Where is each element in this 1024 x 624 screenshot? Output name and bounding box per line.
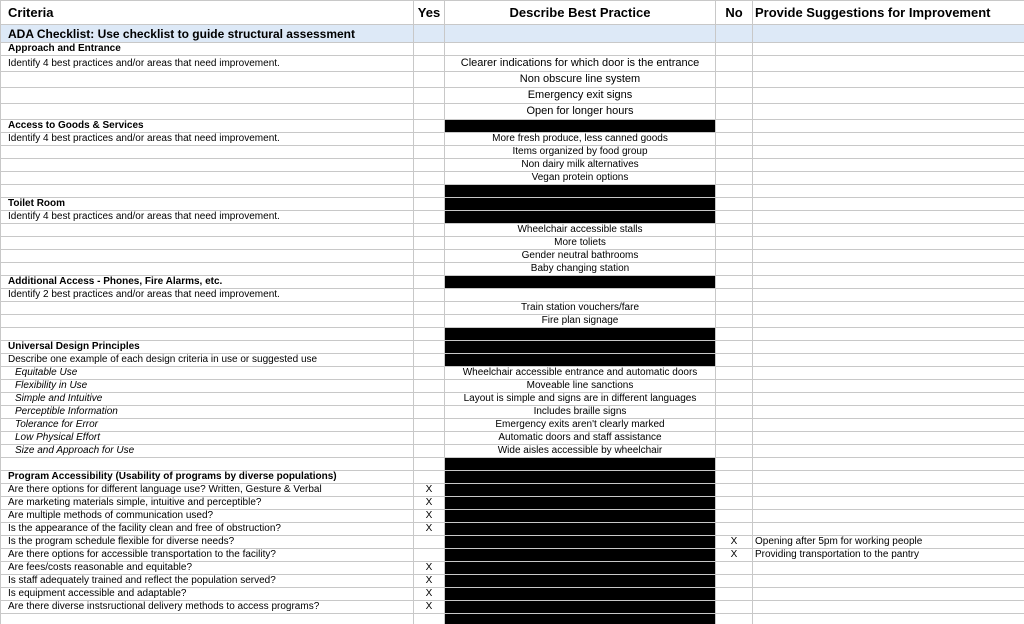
table-row	[1, 250, 1024, 263]
header-criteria[interactable]: Criteria	[1, 1, 414, 25]
suggestion-cell[interactable]	[753, 562, 1024, 575]
cell[interactable]	[753, 237, 1024, 250]
cell[interactable]	[753, 56, 1024, 72]
cell[interactable]	[716, 25, 753, 43]
blacked-out-cell[interactable]	[445, 211, 716, 224]
blacked-out-cell[interactable]	[445, 185, 716, 198]
cell[interactable]	[414, 185, 445, 198]
header-yes[interactable]: Yes	[414, 1, 445, 25]
blacked-out-cell[interactable]	[445, 484, 716, 497]
table-row	[1, 146, 1024, 159]
table-row	[1, 224, 1024, 237]
blacked-out-cell[interactable]	[445, 497, 716, 510]
cell[interactable]	[716, 250, 753, 263]
question-cell[interactable]: Is the program schedule flexible for diverse needs?	[1, 536, 414, 549]
question-row	[1, 549, 1024, 562]
cell[interactable]	[716, 302, 753, 315]
cell[interactable]	[414, 328, 445, 341]
table-row	[1, 133, 1024, 146]
cell[interactable]	[414, 445, 445, 458]
blacked-out-cell[interactable]	[445, 120, 716, 133]
cell[interactable]	[414, 458, 445, 471]
cell[interactable]	[716, 432, 753, 445]
cell[interactable]	[414, 471, 445, 484]
table-row	[1, 315, 1024, 328]
table-row	[1, 445, 1024, 458]
cell[interactable]	[716, 276, 753, 289]
instruction-cell[interactable]: Identify 4 best practices and/or areas that need improvement.	[1, 56, 414, 72]
cell[interactable]	[716, 614, 753, 624]
cell[interactable]	[753, 224, 1024, 237]
cell[interactable]	[716, 380, 753, 393]
instruction-cell[interactable]: Describe one example of each design criteria in use or suggested use	[1, 354, 414, 367]
cell[interactable]	[414, 88, 445, 104]
cell[interactable]	[716, 224, 753, 237]
section-row	[1, 120, 1024, 133]
criterion-cell[interactable]: Tolerance for Error	[1, 419, 414, 432]
blacked-out-cell[interactable]	[445, 198, 716, 211]
suggestion-cell[interactable]: Providing transportation to the pantry	[753, 549, 1024, 562]
cell[interactable]	[716, 458, 753, 471]
question-cell[interactable]: Are there options for different language use? Written, Gesture & Verbal	[1, 484, 414, 497]
blacked-out-cell[interactable]	[445, 575, 716, 588]
cell[interactable]	[716, 159, 753, 172]
cell[interactable]	[716, 88, 753, 104]
checklist-title[interactable]: ADA Checklist: Use checklist to guide structural assessment	[1, 25, 414, 43]
table-row	[1, 263, 1024, 276]
cell[interactable]	[414, 211, 445, 224]
yes-cell[interactable]: X	[414, 575, 445, 588]
no-cell[interactable]: X	[716, 536, 753, 549]
suggestion-cell[interactable]	[753, 497, 1024, 510]
practice-cell[interactable]: Wheelchair accessible entrance and automatic doors	[445, 367, 716, 380]
cell[interactable]	[1, 146, 414, 159]
yes-cell[interactable]: X	[414, 484, 445, 497]
cell[interactable]	[716, 406, 753, 419]
blacked-out-cell[interactable]	[445, 614, 716, 624]
question-row	[1, 536, 1024, 549]
blacked-out-cell[interactable]	[445, 523, 716, 536]
cell[interactable]	[414, 172, 445, 185]
table-row	[1, 88, 1024, 104]
practice-cell[interactable]: Vegan protein options	[445, 172, 716, 185]
cell[interactable]	[414, 146, 445, 159]
practice-cell[interactable]: Fire plan signage	[445, 315, 716, 328]
question-row	[1, 588, 1024, 601]
practice-cell[interactable]: Layout is simple and signs are in different languages	[445, 393, 716, 406]
cell[interactable]	[414, 133, 445, 146]
cell[interactable]	[414, 341, 445, 354]
cell[interactable]	[753, 367, 1024, 380]
table-row	[1, 185, 1024, 198]
cell[interactable]	[753, 432, 1024, 445]
criterion-cell[interactable]: Flexibility in Use	[1, 380, 414, 393]
cell[interactable]	[1, 159, 414, 172]
table-row	[1, 380, 1024, 393]
cell[interactable]	[1, 263, 414, 276]
blacked-out-cell[interactable]	[445, 510, 716, 523]
question-cell[interactable]: Are there options for accessible transportation to the facility?	[1, 549, 414, 562]
table-row	[1, 56, 1024, 72]
cell[interactable]	[716, 43, 753, 56]
question-cell[interactable]: Are marketing materials simple, intuitive and perceptible?	[1, 497, 414, 510]
cell[interactable]	[753, 43, 1024, 56]
instruction-cell[interactable]: Identify 4 best practices and/or areas that need improvement.	[1, 211, 414, 224]
cell[interactable]	[753, 104, 1024, 120]
cell[interactable]	[753, 72, 1024, 88]
blacked-out-cell[interactable]	[445, 458, 716, 471]
cell[interactable]	[753, 471, 1024, 484]
suggestion-cell[interactable]	[753, 601, 1024, 614]
section-row	[1, 276, 1024, 289]
question-row	[1, 510, 1024, 523]
practice-cell[interactable]: Wide aisles accessible by wheelchair	[445, 445, 716, 458]
blacked-out-cell[interactable]	[445, 536, 716, 549]
cell[interactable]	[716, 56, 753, 72]
criterion-cell[interactable]: Equitable Use	[1, 367, 414, 380]
question-cell[interactable]: Is staff adequately trained and reflect the population served?	[1, 575, 414, 588]
cell[interactable]	[753, 406, 1024, 419]
cell[interactable]	[716, 471, 753, 484]
table-row	[1, 328, 1024, 341]
cell[interactable]	[716, 198, 753, 211]
criterion-cell[interactable]: Low Physical Effort	[1, 432, 414, 445]
cell[interactable]	[1, 185, 414, 198]
question-cell[interactable]: Are fees/costs reasonable and equitable?	[1, 562, 414, 575]
cell[interactable]	[414, 393, 445, 406]
question-row	[1, 523, 1024, 536]
cell[interactable]	[716, 120, 753, 133]
cell[interactable]	[414, 25, 445, 43]
section-row	[1, 198, 1024, 211]
table-row	[1, 393, 1024, 406]
no-cell[interactable]: X	[716, 549, 753, 562]
cell[interactable]	[753, 289, 1024, 302]
cell[interactable]	[445, 289, 716, 302]
suggestion-cell[interactable]	[753, 523, 1024, 536]
suggestion-cell[interactable]	[753, 575, 1024, 588]
question-cell[interactable]: Are multiple methods of communication used?	[1, 510, 414, 523]
practice-cell[interactable]: Open for longer hours	[445, 104, 716, 120]
blacked-out-cell[interactable]	[445, 471, 716, 484]
suggestion-cell[interactable]	[753, 588, 1024, 601]
blacked-out-cell[interactable]	[445, 562, 716, 575]
cell[interactable]	[414, 104, 445, 120]
cell[interactable]	[1, 328, 414, 341]
cell[interactable]	[753, 276, 1024, 289]
no-cell[interactable]	[716, 523, 753, 536]
yes-cell[interactable]	[414, 536, 445, 549]
practice-cell[interactable]: Train station vouchers/fare	[445, 302, 716, 315]
cell[interactable]	[753, 341, 1024, 354]
blacked-out-cell[interactable]	[445, 549, 716, 562]
cell[interactable]	[753, 133, 1024, 146]
cell[interactable]	[414, 367, 445, 380]
practice-cell[interactable]: Emergency exit signs	[445, 88, 716, 104]
cell[interactable]	[414, 302, 445, 315]
question-row	[1, 484, 1024, 497]
blacked-out-cell[interactable]	[445, 341, 716, 354]
yes-cell[interactable]: X	[414, 510, 445, 523]
criterion-cell[interactable]: Size and Approach for Use	[1, 445, 414, 458]
cell[interactable]	[753, 211, 1024, 224]
yes-cell[interactable]: X	[414, 601, 445, 614]
blacked-out-cell[interactable]	[445, 328, 716, 341]
cell[interactable]	[1, 302, 414, 315]
cell[interactable]	[753, 146, 1024, 159]
cell[interactable]	[414, 406, 445, 419]
cell[interactable]	[414, 380, 445, 393]
cell[interactable]	[716, 133, 753, 146]
no-cell[interactable]	[716, 484, 753, 497]
practice-cell[interactable]: Emergency exits aren't clearly marked	[445, 419, 716, 432]
cell[interactable]	[414, 432, 445, 445]
section-heading[interactable]: Program Accessibility (Usability of programs by diverse populations)	[1, 471, 414, 484]
section-heading[interactable]: Additional Access - Phones, Fire Alarms, etc.	[1, 276, 414, 289]
header-suggestions[interactable]: Provide Suggestions for Improvement	[753, 1, 1024, 25]
cell[interactable]	[414, 289, 445, 302]
practice-cell[interactable]: Non dairy milk alternatives	[445, 159, 716, 172]
practice-cell[interactable]: Wheelchair accessible stalls	[445, 224, 716, 237]
suggestion-cell[interactable]: Opening after 5pm for working people	[753, 536, 1024, 549]
question-row	[1, 562, 1024, 575]
cell[interactable]	[716, 419, 753, 432]
cell[interactable]	[716, 263, 753, 276]
cell[interactable]	[414, 250, 445, 263]
table-row	[1, 458, 1024, 471]
suggestion-cell[interactable]	[753, 484, 1024, 497]
cell[interactable]	[1, 224, 414, 237]
cell[interactable]	[753, 159, 1024, 172]
header-describe-best-practice[interactable]: Describe Best Practice	[445, 1, 716, 25]
cell[interactable]	[753, 315, 1024, 328]
cell[interactable]	[414, 224, 445, 237]
practice-cell[interactable]: Moveable line sanctions	[445, 380, 716, 393]
table-row	[1, 406, 1024, 419]
cell[interactable]	[753, 614, 1024, 624]
blacked-out-cell[interactable]	[445, 354, 716, 367]
question-cell[interactable]: Is the appearance of the facility clean and free of obstruction?	[1, 523, 414, 536]
cell[interactable]	[445, 25, 716, 43]
question-row	[1, 575, 1024, 588]
table-row	[1, 159, 1024, 172]
cell[interactable]	[753, 354, 1024, 367]
cell[interactable]	[753, 25, 1024, 43]
header-no[interactable]: No	[716, 1, 753, 25]
cell[interactable]	[414, 315, 445, 328]
table-row	[1, 237, 1024, 250]
section-row	[1, 341, 1024, 354]
cell[interactable]	[716, 237, 753, 250]
cell[interactable]	[753, 328, 1024, 341]
cell[interactable]	[753, 172, 1024, 185]
cell[interactable]	[716, 367, 753, 380]
section-heading[interactable]: Toilet Room	[1, 198, 414, 211]
cell[interactable]	[1, 72, 414, 88]
cell[interactable]	[414, 276, 445, 289]
cell[interactable]	[414, 159, 445, 172]
cell[interactable]	[753, 185, 1024, 198]
practice-cell[interactable]: More fresh produce, less canned goods	[445, 133, 716, 146]
cell[interactable]	[445, 43, 716, 56]
section-heading[interactable]: Approach and Entrance	[1, 43, 414, 56]
cell[interactable]	[414, 614, 445, 624]
cell[interactable]	[753, 198, 1024, 211]
instruction-cell[interactable]: Identify 2 best practices and/or areas that need improvement.	[1, 289, 414, 302]
cell[interactable]	[716, 172, 753, 185]
yes-cell[interactable]: X	[414, 523, 445, 536]
cell[interactable]	[753, 263, 1024, 276]
practice-cell[interactable]: Items organized by food group	[445, 146, 716, 159]
blacked-out-cell[interactable]	[445, 276, 716, 289]
title-row	[1, 25, 1024, 43]
table-row	[1, 72, 1024, 88]
cell[interactable]	[1, 315, 414, 328]
blacked-out-cell[interactable]	[445, 601, 716, 614]
cell[interactable]	[716, 354, 753, 367]
yes-cell[interactable]: X	[414, 562, 445, 575]
cell[interactable]	[414, 198, 445, 211]
no-cell[interactable]	[716, 562, 753, 575]
table-row	[1, 172, 1024, 185]
criterion-cell[interactable]: Perceptible Information	[1, 406, 414, 419]
cell[interactable]	[753, 393, 1024, 406]
practice-cell[interactable]: Baby changing station	[445, 263, 716, 276]
cell[interactable]	[414, 43, 445, 56]
cell[interactable]	[716, 72, 753, 88]
table-row	[1, 432, 1024, 445]
table-row	[1, 419, 1024, 432]
question-row	[1, 497, 1024, 510]
cell[interactable]	[1, 104, 414, 120]
cell[interactable]	[753, 120, 1024, 133]
no-cell[interactable]	[716, 510, 753, 523]
cell[interactable]	[753, 458, 1024, 471]
cell[interactable]	[414, 237, 445, 250]
section-heading[interactable]: Access to Goods & Services	[1, 120, 414, 133]
question-cell[interactable]: Is equipment accessible and adaptable?	[1, 588, 414, 601]
cell[interactable]	[716, 289, 753, 302]
header-row	[1, 1, 1024, 25]
cell[interactable]	[716, 445, 753, 458]
no-cell[interactable]	[716, 575, 753, 588]
table-row	[1, 302, 1024, 315]
cell[interactable]	[716, 341, 753, 354]
cell[interactable]	[414, 72, 445, 88]
practice-cell[interactable]: Non obscure line system	[445, 72, 716, 88]
question-row	[1, 601, 1024, 614]
cell[interactable]	[753, 445, 1024, 458]
blacked-out-cell[interactable]	[445, 588, 716, 601]
cell[interactable]	[1, 237, 414, 250]
cell[interactable]	[753, 380, 1024, 393]
cell[interactable]	[1, 614, 414, 624]
question-cell[interactable]: Are there diverse instsructional delivery methods to access programs?	[1, 601, 414, 614]
cell[interactable]	[716, 393, 753, 406]
cell[interactable]	[716, 328, 753, 341]
no-cell[interactable]	[716, 601, 753, 614]
suggestion-cell[interactable]	[753, 510, 1024, 523]
cell[interactable]	[753, 302, 1024, 315]
cell[interactable]	[414, 354, 445, 367]
table-row	[1, 354, 1024, 367]
section-row	[1, 43, 1024, 56]
table-row	[1, 289, 1024, 302]
section-heading[interactable]: Universal Design Principles	[1, 341, 414, 354]
cell[interactable]	[716, 315, 753, 328]
cell[interactable]	[1, 250, 414, 263]
cell[interactable]	[716, 185, 753, 198]
cell[interactable]	[716, 146, 753, 159]
practice-cell[interactable]: More toliets	[445, 237, 716, 250]
instruction-cell[interactable]: Identify 4 best practices and/or areas that need improvement.	[1, 133, 414, 146]
no-cell[interactable]	[716, 497, 753, 510]
cell[interactable]	[716, 211, 753, 224]
cell[interactable]	[753, 250, 1024, 263]
cell[interactable]	[414, 56, 445, 72]
cell[interactable]	[1, 88, 414, 104]
practice-cell[interactable]: Includes braille signs	[445, 406, 716, 419]
cell[interactable]	[414, 120, 445, 133]
criterion-cell[interactable]: Simple and Intuitive	[1, 393, 414, 406]
no-cell[interactable]	[716, 588, 753, 601]
yes-cell[interactable]: X	[414, 497, 445, 510]
cell[interactable]	[414, 419, 445, 432]
practice-cell[interactable]: Gender neutral bathrooms	[445, 250, 716, 263]
cell[interactable]	[753, 88, 1024, 104]
practice-cell[interactable]: Automatic doors and staff assistance	[445, 432, 716, 445]
cell[interactable]	[1, 458, 414, 471]
cell[interactable]	[753, 419, 1024, 432]
table-row	[1, 367, 1024, 380]
cell[interactable]	[716, 104, 753, 120]
yes-cell[interactable]	[414, 549, 445, 562]
table-row	[1, 104, 1024, 120]
table-row	[1, 211, 1024, 224]
yes-cell[interactable]: X	[414, 588, 445, 601]
section-row	[1, 471, 1024, 484]
table-row	[1, 614, 1024, 624]
practice-cell[interactable]: Clearer indications for which door is the entrance	[445, 56, 716, 72]
cell[interactable]	[1, 172, 414, 185]
cell[interactable]	[414, 263, 445, 276]
